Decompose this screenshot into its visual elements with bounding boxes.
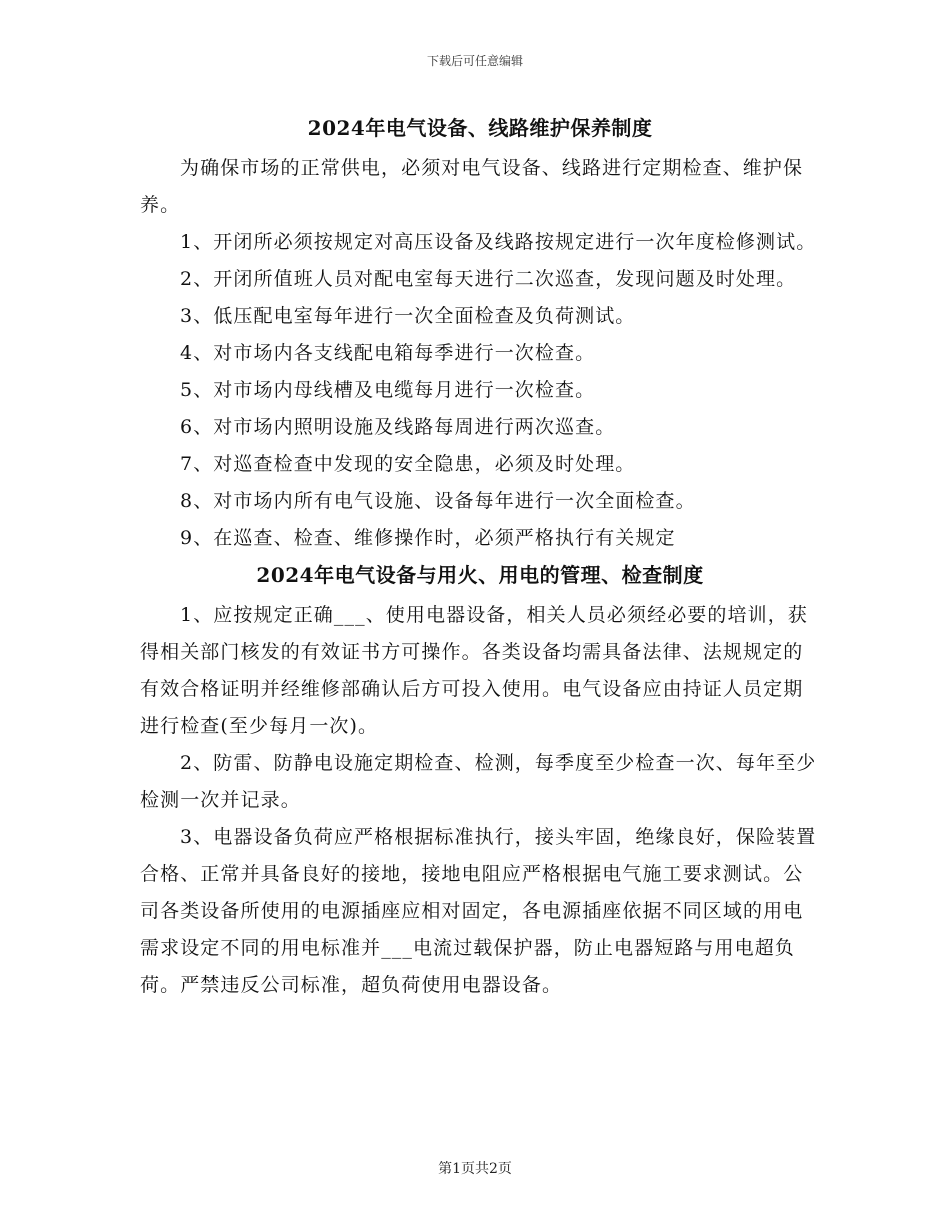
section1-item-9: 9、在巡查、检查、维修操作时，必须严格执行有关规定 bbox=[180, 527, 676, 549]
section1-item-1: 1、开闭所必须按规定对高压设备及线路按规定进行一次年度检修测试。 bbox=[180, 231, 817, 253]
section1-item-6: 6、对市场内照明设施及线路每周进行两次巡查。 bbox=[180, 416, 616, 438]
section1-title: 2024年电气设备、线路维护保养制度 bbox=[307, 116, 653, 140]
section2-item-3: 3、电器设备负荷应严格根据标准执行，接头牢固，绝缘良好，保险装置合格、正常并具备良好的接地，接地电阻应严格根据电气施工要求测试。公司各类设备所使用的电源插座应相对固定，各电源插座依据不同区域的用电需求设定不同的用电标准并___电流过载保护器，防止电器短路与用电超负荷。严禁违反公司标准，超负荷使用电器设备。 bbox=[140, 826, 817, 996]
header-note: 下载后可任意编辑 bbox=[426, 54, 523, 68]
section1-item-2: 2、开闭所值班人员对配电室每天进行二次巡查，发现问题及时处理。 bbox=[180, 268, 797, 290]
section2-item-1: 1、应按规定正确___、使用电器设备，相关人员必须经必要的培训，获得相关部门核发的有效证书方可操作。各类设备均需具备法律、法规规定的有效合格证明并经维修部确认后方可投入使用。电气设备应由持证人员定期进行检查(至少每月一次)。 bbox=[140, 604, 808, 737]
section1-item-7: 7、对巡查检查中发现的安全隐患，必须及时处理。 bbox=[180, 453, 636, 475]
section2-title: 2024年电气设备与用火、用电的管理、检查制度 bbox=[256, 563, 704, 587]
section1-item-3: 3、低压配电室每年进行一次全面检查及负荷测试。 bbox=[180, 305, 636, 327]
section1-item-8: 8、对市场内所有电气设施、设备每年进行一次全面检查。 bbox=[180, 490, 696, 512]
section1-intro: 为确保市场的正常供电，必须对电气设备、线路进行定期检查、维护保养。 bbox=[140, 157, 804, 216]
section1-item-4: 4、对市场内各支线配电箱每季进行一次检查。 bbox=[180, 342, 596, 364]
document-body bbox=[140, 110, 820, 1004]
page-footer: 第1页共2页 bbox=[438, 1161, 512, 1177]
section2-item-2: 2、防雷、防静电设施定期检查、检测，每季度至少检查一次、每年至少检测一次并记录。 bbox=[140, 752, 817, 811]
section1-item-5: 5、对市场内母线槽及电缆每月进行一次检查。 bbox=[180, 379, 596, 401]
